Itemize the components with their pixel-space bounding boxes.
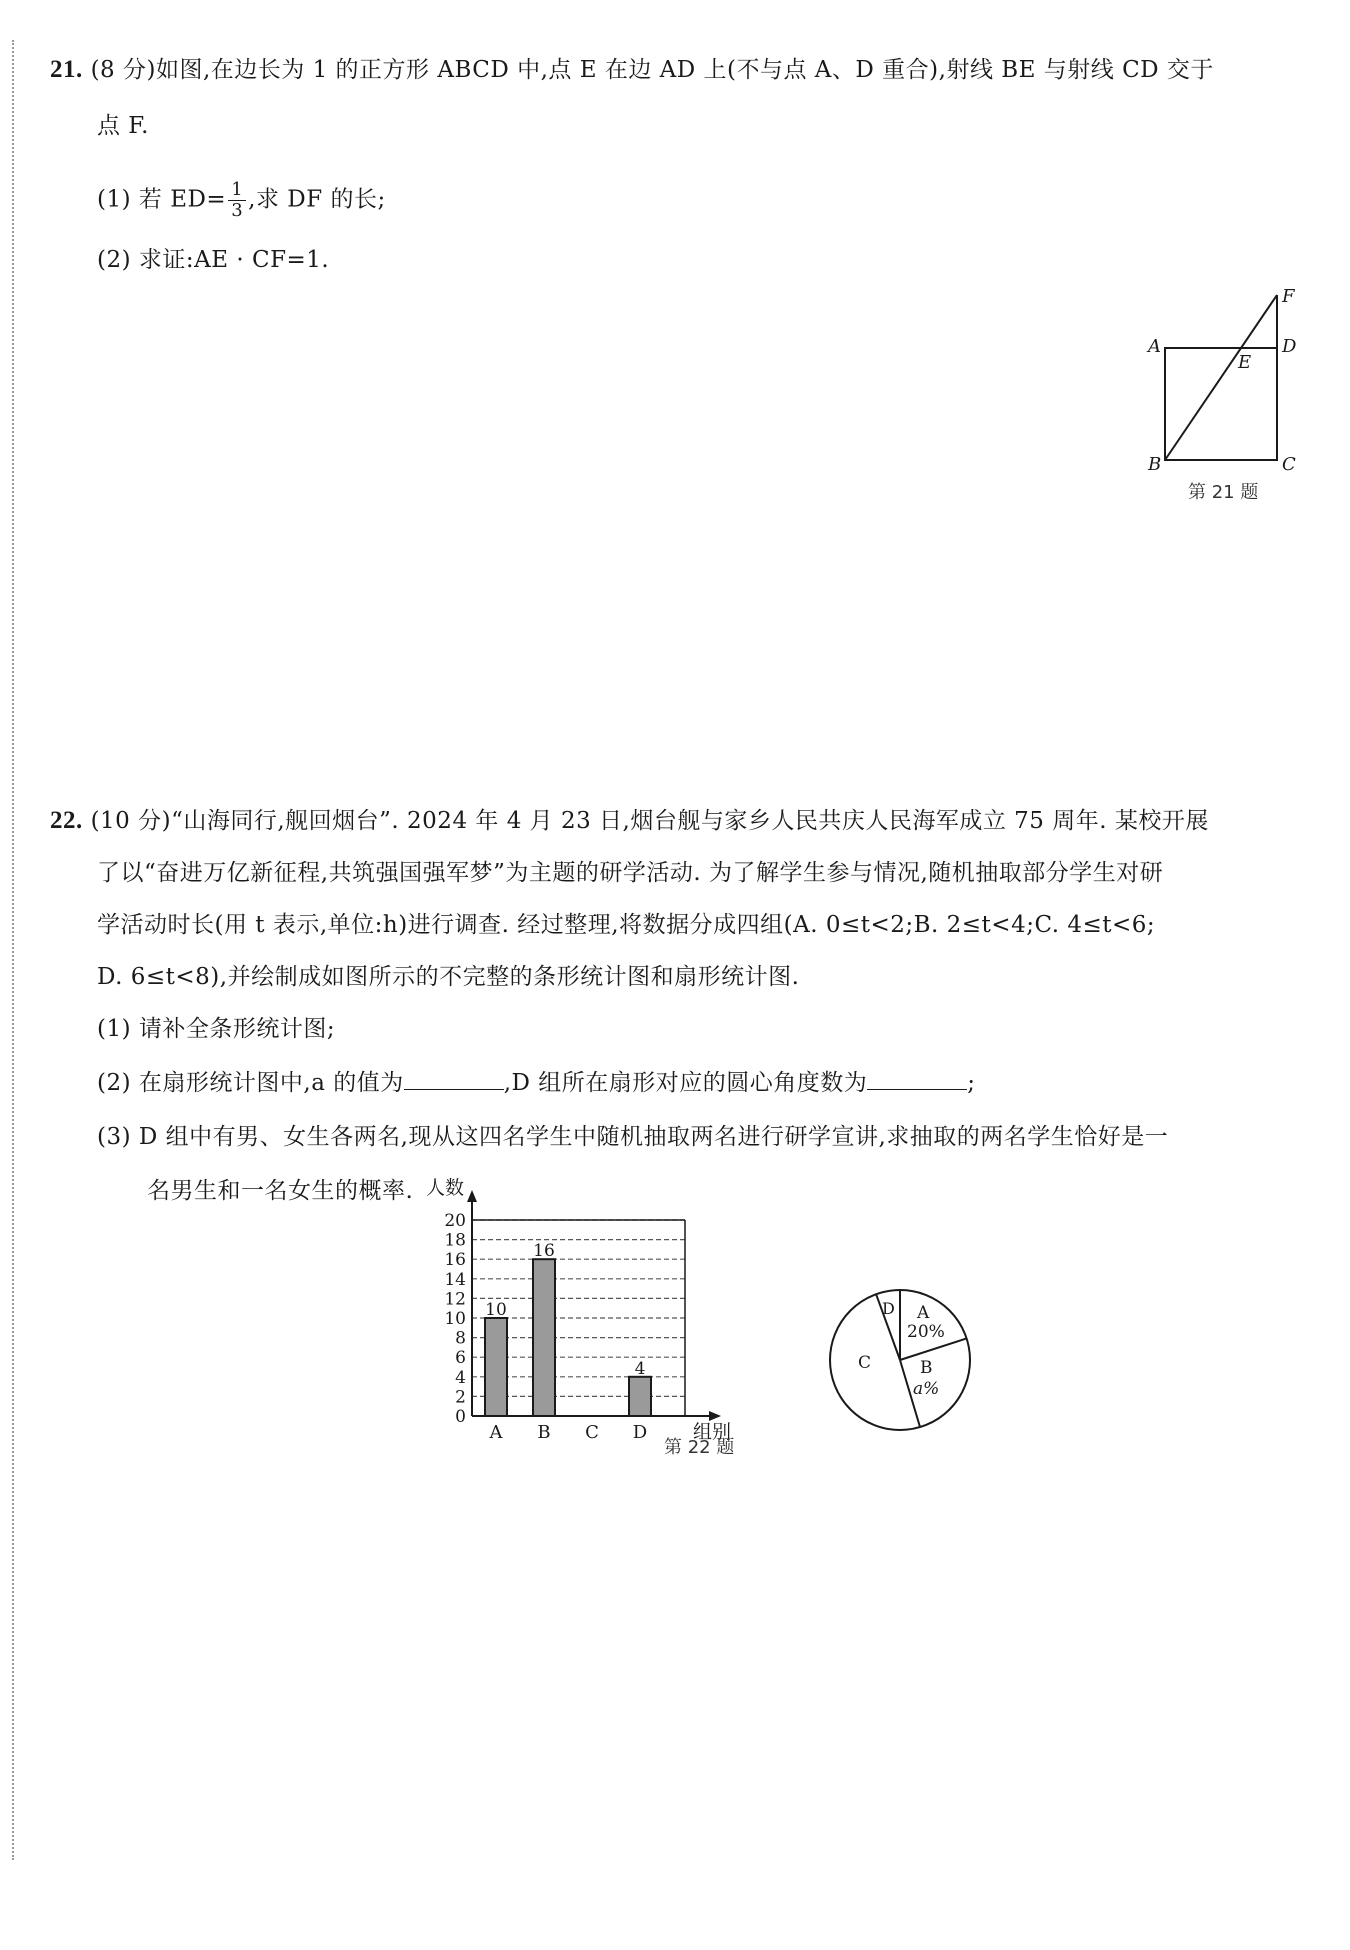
q21-figure-square [1140, 280, 1310, 480]
q22-number: 22. [50, 807, 83, 834]
q21-part1 [97, 180, 386, 221]
y-tick-label: 12 [444, 1289, 466, 1310]
fraction-numerator: 1 [228, 180, 246, 201]
q22-part2-pre: (2) 在扇形统计图中,a 的值为 [97, 1070, 404, 1096]
q22-points: (10 分) [90, 808, 172, 834]
q22-caption: 第 22 题 [664, 1437, 735, 1458]
label-b: B [1148, 454, 1162, 475]
pie-chart [820, 1280, 980, 1440]
q21-stem-a: 如图,在边长为 1 的正方形 ABCD 中,点 E 在边 AD 上(不与点 A、D 重合),射线 BE 与射线 CD 交于 [155, 57, 1214, 83]
pie-percent-a: 20% [907, 1322, 945, 1342]
pie-label-a: A [917, 1303, 930, 1323]
q21-part1-pre: (1) 若 ED= [97, 186, 227, 213]
bar-B [533, 1259, 555, 1416]
x-category-label: A [489, 1422, 503, 1443]
label-e: E [1238, 352, 1252, 373]
q22-line1-text: “山海同行,舰回烟台”. 2024 年 4 月 23 日,烟台舰与家乡人民共庆人民海军成立 75 周年. 某校开展 [171, 808, 1209, 834]
label-f: F [1282, 286, 1295, 307]
label-a: A [1148, 336, 1161, 357]
q22-part3-b: 名男生和一名女生的概率. [147, 1178, 414, 1204]
y-tick-label: 14 [444, 1269, 466, 1290]
q21-caption: 第 21 题 [1188, 482, 1259, 503]
q22-line2: 了以“奋进万亿新征程,共筑强国强军梦”为主题的研学活动. 为了解学生参与情况,随机抽取部分学生对研 [97, 860, 1164, 886]
y-tick-label: 4 [455, 1367, 466, 1388]
y-axis-title: 人数 [425, 1177, 464, 1199]
q22-part2-post: ; [967, 1070, 976, 1096]
x-axis-title: 组别 [693, 1421, 732, 1443]
y-tick-label: 20 [444, 1211, 466, 1231]
x-axis-arrow [709, 1411, 721, 1421]
bar-chart [420, 1168, 760, 1458]
x-category-label: D [632, 1422, 648, 1443]
bar-value-label: 10 [485, 1300, 507, 1320]
y-axis-arrow [467, 1190, 477, 1202]
y-tick-label: 6 [455, 1348, 466, 1369]
q22-part1: (1) 请补全条形统计图; [97, 1016, 336, 1042]
q21-stem-line1 [50, 54, 1214, 86]
q22-part2 [97, 1067, 976, 1099]
q21-points: (8 分) [90, 57, 156, 83]
pie-label-d: D [882, 1299, 895, 1318]
q21-stem-b: 点 F. [97, 113, 149, 139]
margin-dotted-line [12, 40, 14, 1860]
answer-blank-a[interactable] [404, 1067, 504, 1090]
q22-part2-mid: ,D 组所在扇形对应的圆心角度数为 [503, 1070, 868, 1096]
fraction-denominator: 3 [231, 200, 244, 221]
y-tick-label: 18 [444, 1230, 466, 1251]
bar-A [485, 1318, 507, 1416]
y-tick-label: 0 [455, 1407, 466, 1427]
q22-line1 [50, 805, 1209, 837]
y-tick-label: 2 [455, 1387, 466, 1408]
bar-value-label: 4 [634, 1358, 646, 1379]
square-abcd [1165, 348, 1277, 460]
bar-D [629, 1377, 651, 1416]
y-tick-label: 8 [455, 1328, 466, 1349]
pie-label-b: B [920, 1358, 933, 1378]
q22-line4: D. 6≤t<8),并绘制成如图所示的不完整的条形统计图和扇形统计图. [97, 964, 800, 990]
y-tick-label: 16 [444, 1250, 466, 1271]
label-c: C [1282, 454, 1296, 475]
bar-value-label: 16 [533, 1241, 555, 1262]
pie-label-c: C [858, 1353, 872, 1373]
ray-be [1165, 295, 1277, 460]
x-category-label: B [537, 1422, 551, 1443]
q22-line3: 学活动时长(用 t 表示,单位:h)进行调查. 经过整理,将数据分成四组(A. 0≤t<2;B. 2≤t<4;C. 4≤t<6; [97, 912, 1156, 938]
q21-fraction [228, 180, 246, 221]
label-d: D [1282, 336, 1297, 357]
q22-part3-a: (3) D 组中有男、女生各两名,现从这四名学生中随机抽取两名进行研学宣讲,求抽取的两名学生恰好是一 [97, 1124, 1169, 1150]
q21-number: 21. [50, 56, 83, 83]
x-category-label: C [585, 1422, 599, 1443]
q21-part1-post: ,求 DF 的长; [248, 186, 386, 213]
pie-percent-b: a% [913, 1379, 940, 1399]
q21-part2: (2) 求证:AE · CF=1. [97, 247, 330, 273]
y-tick-label: 10 [444, 1309, 466, 1329]
answer-blank-angle[interactable] [867, 1067, 967, 1090]
